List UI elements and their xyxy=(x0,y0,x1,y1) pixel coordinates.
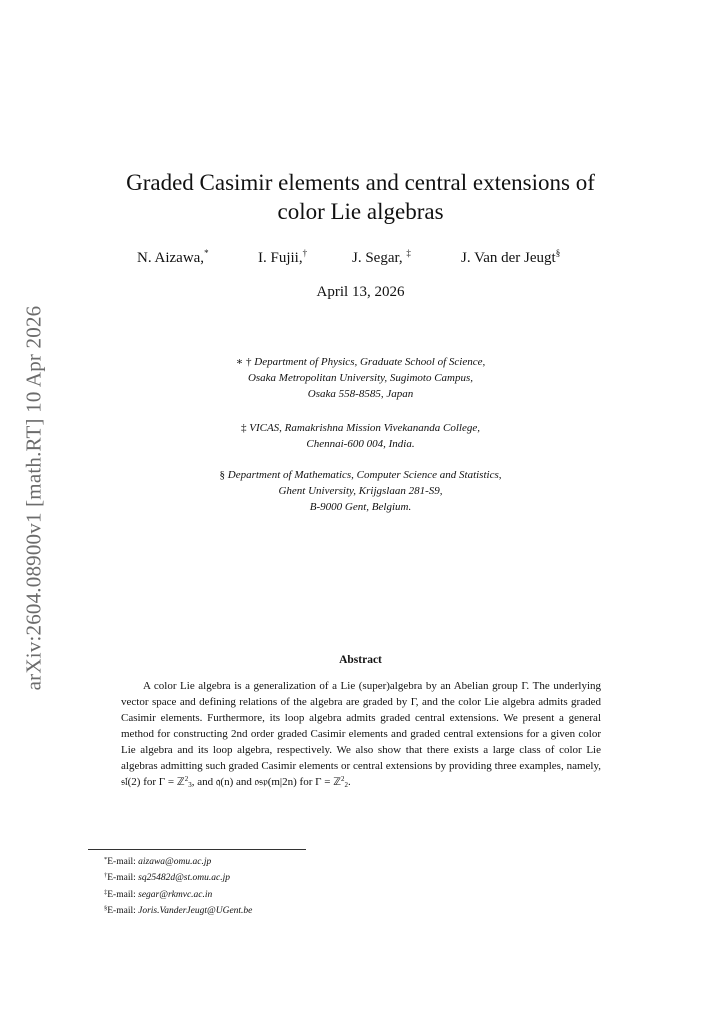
math-sl: 𝔰𝔩 xyxy=(121,776,128,788)
title-line-2: color Lie algebras xyxy=(277,199,444,224)
math-z2: ℤ$^2_2$ xyxy=(333,775,349,789)
arxiv-sidebar-stamp: arXiv:2604.08900v1 [math.RT] 10 Apr 2026 xyxy=(21,305,46,691)
affiliation-symbol: ∗ † xyxy=(235,356,252,368)
math-osp: 𝔬𝔰𝔭 xyxy=(254,776,268,788)
author-mark: † xyxy=(302,248,308,258)
affiliation-osaka: ∗ † Department of Physics, Graduate School of Science, Osaka Metropolitan University, Sugimoto Campus, Osaka 558-8585, Japan xyxy=(235,356,486,400)
abstract-body: A color Lie algebra is a generalization of a Lie (super)algebra by an Abelian group Γ. The underlying vector space and defining relations of the algebra are graded by Γ, and the color Lie algebra admits graded Casimir elements. Furthermore, its loop algebra admits graded central extensions. We present a general method for constructing 2nd order graded Casimir elements and graded central extensions for a given color Lie algebra and its loop algebra, respectively. We also show that there exists a large class of color Lie algebras admitting such graded Casimir elements or central extensions by providing three examples, namely, 𝔰𝔩(2) for Γ = ℤ$^2_3$, and 𝔮(n) and 𝔬𝔰𝔭(m|2n) for Γ = ℤ$^2_2$. xyxy=(121,680,601,789)
author-segar: J. Segar, ‡ xyxy=(352,248,411,266)
author-mark: ‡ xyxy=(406,248,411,258)
email-link[interactable]: sq25482d@st.omu.ac.jp xyxy=(138,873,230,884)
paper-date: April 13, 2026 xyxy=(316,284,405,300)
author-fujii: I. Fujii,† xyxy=(258,248,308,266)
email-link[interactable]: aizawa@omu.ac.jp xyxy=(138,857,212,867)
footnote-divider xyxy=(88,849,306,850)
email-link[interactable]: Joris.VanderJeugt@UGent.be xyxy=(138,906,253,917)
footnote-van-der-jeugt: §E-mail: Joris.VanderJeugt@UGent.be xyxy=(104,905,253,917)
affiliation-symbol: ‡ xyxy=(240,422,247,434)
affiliation-vicas: ‡ VICAS, Ramakrishna Mission Vivekananda College, Chennai-600 004, India. xyxy=(240,422,480,450)
author-aizawa: N. Aizawa,* xyxy=(137,248,209,266)
footnote-fujii: †E-mail: sq25482d@st.omu.ac.jp xyxy=(104,872,230,884)
author-mark: * xyxy=(204,248,209,258)
title-line-1: Graded Casimir elements and central extensions of xyxy=(126,170,595,195)
email-link[interactable]: segar@rkmvc.ac.in xyxy=(138,889,213,900)
footnote-segar: ‡E-mail: segar@rkmvc.ac.in xyxy=(104,888,213,900)
affiliation-symbol: § xyxy=(219,469,225,481)
math-q: 𝔮 xyxy=(215,776,221,788)
author-van-der-jeugt: J. Van der Jeugt§ xyxy=(461,248,561,266)
author-mark: § xyxy=(555,248,561,258)
footnote-aizawa: *E-mail: aizawa@omu.ac.jp xyxy=(104,856,212,867)
footnotes xyxy=(104,853,252,919)
abstract-heading: Abstract xyxy=(339,654,382,666)
math-z3: ℤ$^2_3$ xyxy=(176,775,192,789)
paper-title xyxy=(0,168,721,226)
affiliation-ghent: § Department of Mathematics, Computer Science and Statistics, Ghent University, Krijgslaan 281-S9, B-9000 Gent, Belgium. xyxy=(219,469,502,513)
